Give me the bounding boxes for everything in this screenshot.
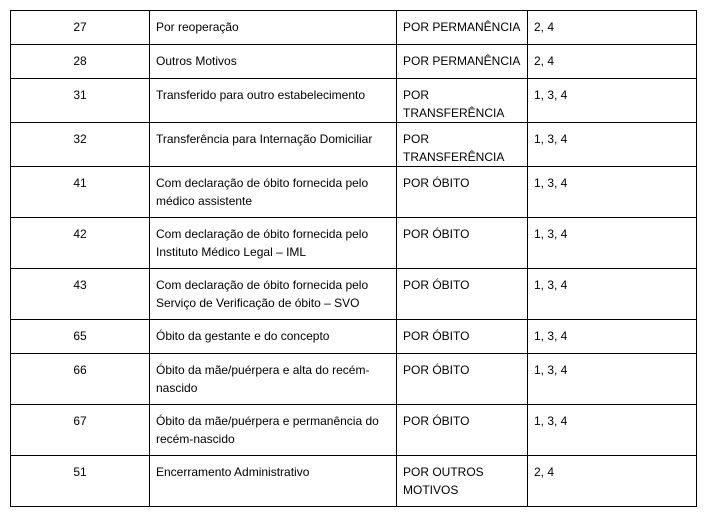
category-cell: POR OUTROS MOTIVOS [397, 456, 528, 507]
applies-cell: 1, 3, 4 [528, 167, 697, 218]
category-cell: POR ÓBITO [397, 405, 528, 456]
code-cell: 67 [11, 405, 150, 456]
applies-cell: 2, 4 [528, 45, 697, 79]
description-cell: Transferência para Internação Domiciliar [150, 123, 397, 167]
table-row [11, 123, 697, 167]
code-cell: 43 [11, 269, 150, 320]
code-cell: 42 [11, 218, 150, 269]
applies-cell: 1, 3, 4 [528, 123, 697, 167]
applies-cell: 2, 4 [528, 456, 697, 507]
table-row [11, 45, 697, 79]
table-row [11, 456, 697, 507]
category-cell: POR ÓBITO [397, 320, 528, 354]
category-cell: POR PERMANÊNCIA [397, 45, 528, 79]
code-cell: 41 [11, 167, 150, 218]
category-cell: POR ÓBITO [397, 218, 528, 269]
description-cell: Com declaração de óbito fornecida pelo Instituto Médico Legal – IML [150, 218, 397, 269]
code-cell: 51 [11, 456, 150, 507]
table-row [11, 79, 697, 123]
applies-cell: 1, 3, 4 [528, 218, 697, 269]
applies-cell: 1, 3, 4 [528, 354, 697, 405]
applies-cell: 1, 3, 4 [528, 320, 697, 354]
discharge-codes-table [10, 10, 697, 507]
description-cell: Com declaração de óbito fornecida pelo Serviço de Verificação de óbito – SVO [150, 269, 397, 320]
description-cell: Óbito da mãe/puérpera e alta do recém-nascido [150, 354, 397, 405]
applies-cell: 2, 4 [528, 11, 697, 45]
code-cell: 31 [11, 79, 150, 123]
category-cell: POR PERMANÊNCIA [397, 11, 528, 45]
code-cell: 28 [11, 45, 150, 79]
description-cell: Óbito da gestante e do concepto [150, 320, 397, 354]
category-cell: POR TRANSFERÊNCIA [397, 123, 528, 167]
code-cell: 66 [11, 354, 150, 405]
description-cell: Encerramento Administrativo [150, 456, 397, 507]
table-row [11, 354, 697, 405]
applies-cell: 1, 3, 4 [528, 79, 697, 123]
table-row [11, 405, 697, 456]
category-cell: POR ÓBITO [397, 167, 528, 218]
category-cell: POR ÓBITO [397, 354, 528, 405]
category-cell: POR TRANSFERÊNCIA [397, 79, 528, 123]
code-cell: 65 [11, 320, 150, 354]
table-row [11, 320, 697, 354]
category-cell: POR ÓBITO [397, 269, 528, 320]
table-row [11, 269, 697, 320]
table-row [11, 218, 697, 269]
applies-cell: 1, 3, 4 [528, 269, 697, 320]
description-cell: Por reoperação [150, 11, 397, 45]
description-cell: Com declaração de óbito fornecida pelo médico assistente [150, 167, 397, 218]
code-cell: 32 [11, 123, 150, 167]
description-cell: Óbito da mãe/puérpera e permanência do recém-nascido [150, 405, 397, 456]
table-row [11, 167, 697, 218]
applies-cell: 1, 3, 4 [528, 405, 697, 456]
code-cell: 27 [11, 11, 150, 45]
description-cell: Transferido para outro estabelecimento [150, 79, 397, 123]
description-cell: Outros Motivos [150, 45, 397, 79]
table-row [11, 11, 697, 45]
